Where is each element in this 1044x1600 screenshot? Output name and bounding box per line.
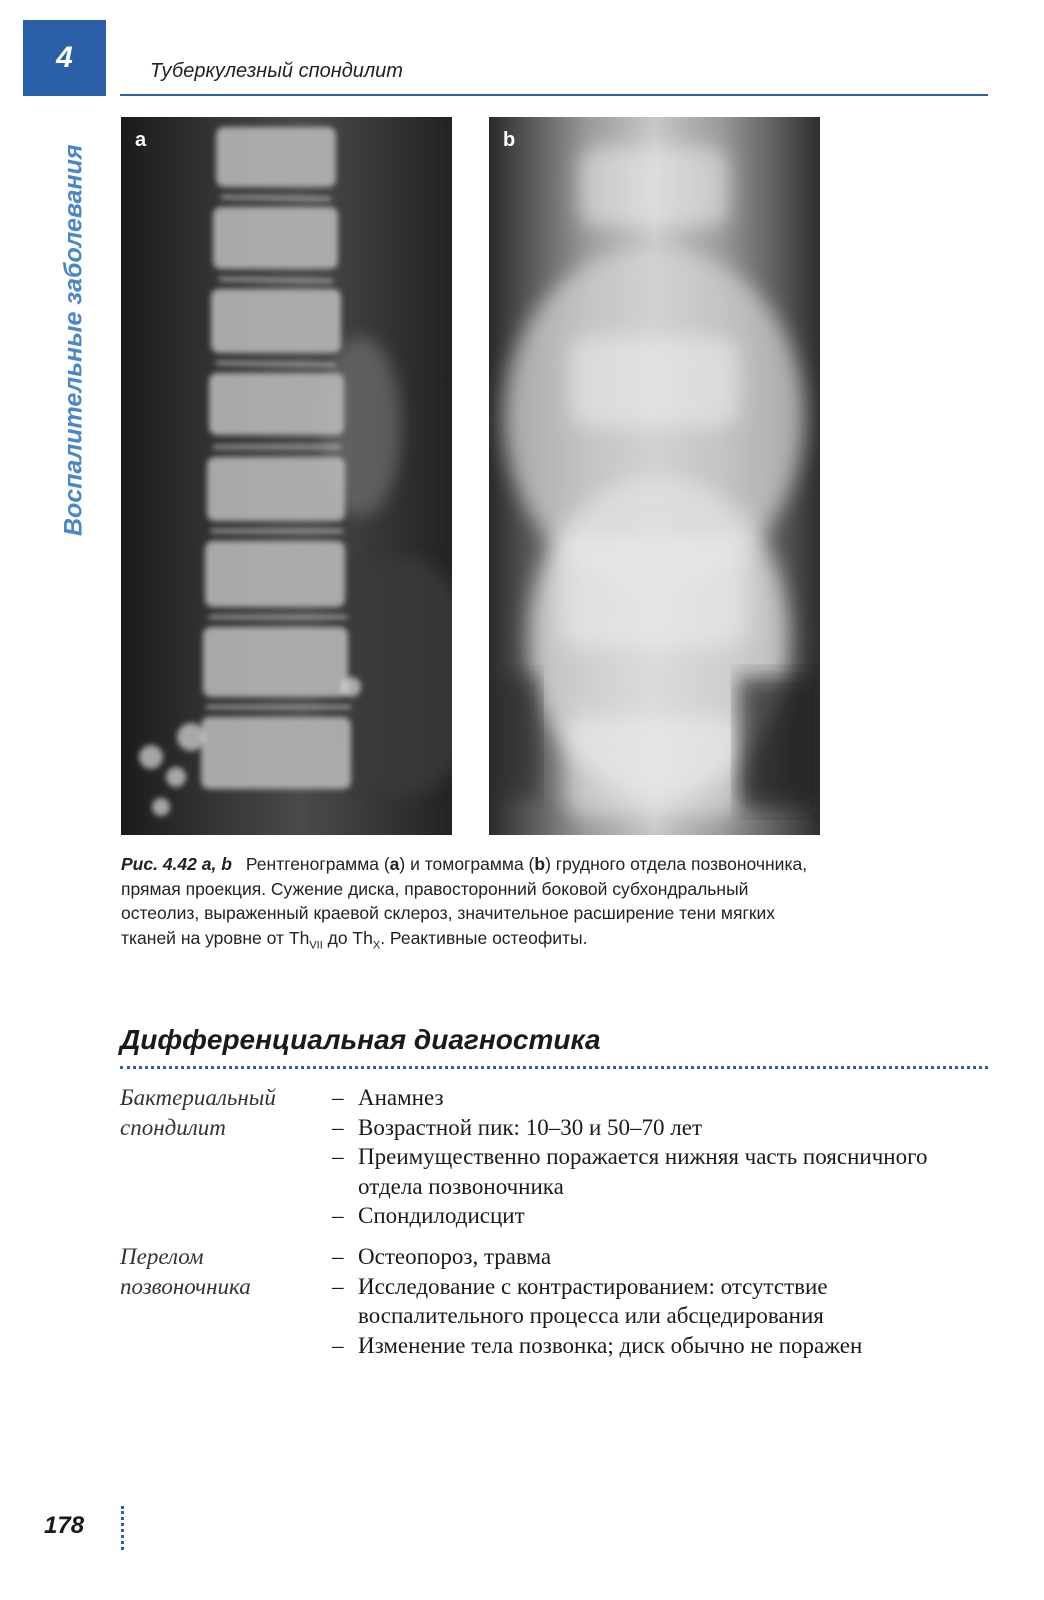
figure-panel-b	[489, 117, 820, 835]
diagnosis-point: – Анамнез	[332, 1083, 992, 1113]
panel-letter-b: b	[503, 129, 516, 151]
diagnosis-point: – Преимущественно поражается нижняя часть поясничного отдела позвоночника	[332, 1142, 992, 1201]
header-rule	[120, 94, 988, 96]
diagnosis-point: – Исследование с контрастированием: отсутствие воспалительного процесса или абсцедирования	[332, 1272, 992, 1331]
caption-ref-b: b	[534, 854, 546, 874]
side-section-label: Воспалительные заболевания	[59, 144, 88, 536]
section-dotted-rule	[120, 1066, 988, 1069]
spine-xray-radiograph-icon	[121, 117, 452, 835]
diagnosis-point: – Остеопороз, травма	[332, 1242, 992, 1272]
page-number-dots	[121, 1506, 124, 1550]
caption-text-5: . Реактивные остеофиты.	[380, 927, 588, 948]
page-number: 178	[44, 1512, 85, 1539]
panel-letter-a: a	[135, 129, 147, 151]
chapter-number: 4	[56, 41, 73, 74]
caption-sub-2: X	[372, 939, 381, 951]
diagnosis-points	[332, 1083, 992, 1231]
diagnosis-point: – Изменение тела позвонка; диск обычно не поражен	[332, 1331, 992, 1361]
caption-ref-a: a	[389, 854, 400, 874]
diagnosis-term: Перелом позвоночника	[120, 1244, 251, 1299]
figure-label: Рис. 4.42 a, b	[121, 854, 232, 874]
section-heading: Дифференциальная диагностика	[120, 1024, 601, 1055]
caption-text-1: Рентгенограмма (	[245, 854, 390, 874]
running-title: Туберкулезный спондилит	[150, 60, 403, 82]
diagnosis-points	[332, 1242, 992, 1360]
caption-text-4: до Th	[322, 927, 373, 948]
diagnosis-term: Бактериальный спондилит	[120, 1085, 276, 1140]
diagnosis-point: – Возрастной пик: 10–30 и 50–70 лет	[332, 1113, 992, 1143]
caption-text-3: ) грудного отдела позвоночника, прямая проекция. Сужение диска, правосторонний боковой субхондральный остеолиз, выраженный краевой склероз, значительное расширение тени мягких тканей на уровне от Th	[121, 854, 808, 948]
chapter-number-tab	[23, 20, 106, 96]
caption-text-2: ) и томограмма (	[399, 854, 535, 874]
figure-caption	[121, 852, 811, 958]
caption-sub-1: VII	[309, 939, 323, 951]
diagnosis-point: – Спондилодисцит	[332, 1201, 992, 1231]
spine-xray-tomogram-icon	[489, 117, 820, 835]
figure-panel-a	[121, 117, 452, 835]
